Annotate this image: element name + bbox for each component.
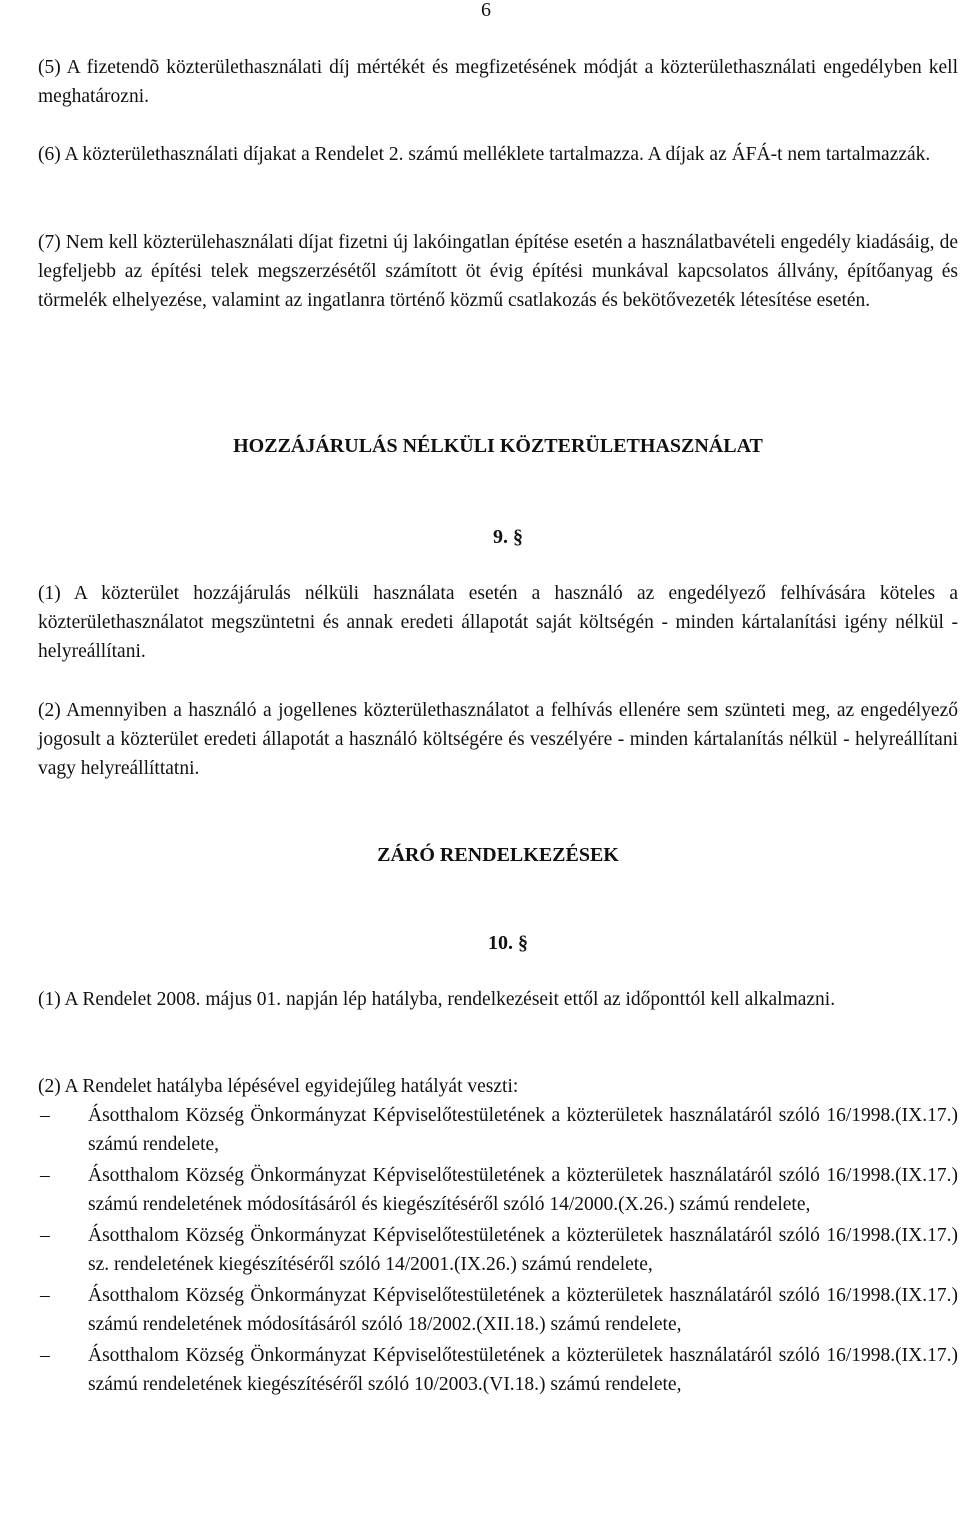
paragraph-10-2-intro: (2) A Rendelet hatályba lépésével egyidejűleg hatályát veszti:	[38, 1076, 519, 1097]
paragraph-9-2: (2) Amennyiben a használó a jogellenes közterülethasználatot a felhívás ellenére sem szünteti meg, az engedélyező jogosult a közterület eredeti állapotát a használó költségére és veszélyére - minden kártalanítás nélkül - helyreállítani vagy helyreállíttatni.	[38, 700, 958, 779]
page-number: 6	[481, 0, 491, 21]
paragraph-10-1: (1) A Rendelet 2008. május 01. napján lép hatályba, rendelkezéseit ettől az időponttól kell alkalmazni.	[38, 989, 836, 1010]
dash-bullet: –	[40, 1285, 50, 1306]
dash-bullet: –	[40, 1345, 50, 1366]
dash-bullet: –	[40, 1105, 50, 1126]
paragraph-6: (6) A közterülethasználati díjakat a Rendelet 2. számú melléklete tartalmazza. A díjak az ÁFÁ-t nem tartalmazzák.	[38, 144, 931, 165]
repealed-list	[38, 1101, 958, 1401]
list-item	[38, 1101, 958, 1159]
section-number-10: 10. §	[488, 932, 528, 954]
list-item-text: Ásotthalom Község Önkormányzat Képviselőtestületének a közterületek használatáról szóló 16/1998.(IX.17.) számú rendeletének módosításáról és kiegészítéséről szóló 14/2000.(X.26.) számú rendelete,	[88, 1165, 958, 1215]
section-number-9: 9. §	[493, 526, 523, 548]
section-heading-unauthorized-use: HOZZÁJÁRULÁS NÉLKÜLI KÖZTERÜLETHASZNÁLAT	[233, 435, 763, 457]
list-item-text: Ásotthalom Község Önkormányzat Képviselőtestületének a közterületek használatáról szóló 16/1998.(IX.17.) sz. rendeletének kiegészítéséről szóló 14/2001.(IX.26.) számú rendelete,	[88, 1225, 958, 1275]
list-item-text: Ásotthalom Község Önkormányzat Képviselőtestületének a közterületek használatáról szóló 16/1998.(IX.17.) számú rendeletének módosításáról szóló 18/2002.(XII.18.) számú rendelete,	[88, 1285, 958, 1335]
dash-bullet: –	[40, 1225, 50, 1246]
section-heading-closing-provisions: ZÁRÓ RENDELKEZÉSEK	[377, 844, 619, 866]
paragraph-9-1: (1) A közterület hozzájárulás nélküli használata esetén a használó az engedélyező felhívására köteles a közterülethasználatot megszüntetni és annak eredeti állapotát saját költségén - minden kártalanítási igény nélkül - helyreállítani.	[38, 583, 958, 662]
dash-bullet: –	[40, 1165, 50, 1186]
paragraph-5: (5) A fizetendõ közterülethasználati díj mértékét és megfizetésének módját a közterülethasználati engedélyben kell meghatározni.	[38, 57, 958, 107]
list-item	[38, 1341, 958, 1399]
list-item-text: Ásotthalom Község Önkormányzat Képviselőtestületének a közterületek használatáról szóló 16/1998.(IX.17.) számú rendelete,	[88, 1105, 958, 1155]
paragraph-7: (7) Nem kell közterülehasználati díjat fizetni új lakóingatlan építése esetén a használatbavételi engedély kiadásáig, de legfeljebb az építési telek megszerzésétől számított öt évig építési munkával kapcsolatos állvány, építőanyag és törmelék elhelyezése, valamint az ingatlanra történő közmű csatlakozás és bekötővezeték létesítése esetén.	[38, 232, 958, 311]
list-item	[38, 1161, 958, 1219]
list-item	[38, 1281, 958, 1339]
list-item	[38, 1221, 958, 1279]
list-item-text: Ásotthalom Község Önkormányzat Képviselőtestületének a közterületek használatáról szóló 16/1998.(IX.17.) számú rendeletének kiegészítéséről szóló 10/2003.(VI.18.) számú rendelete,	[88, 1345, 958, 1395]
